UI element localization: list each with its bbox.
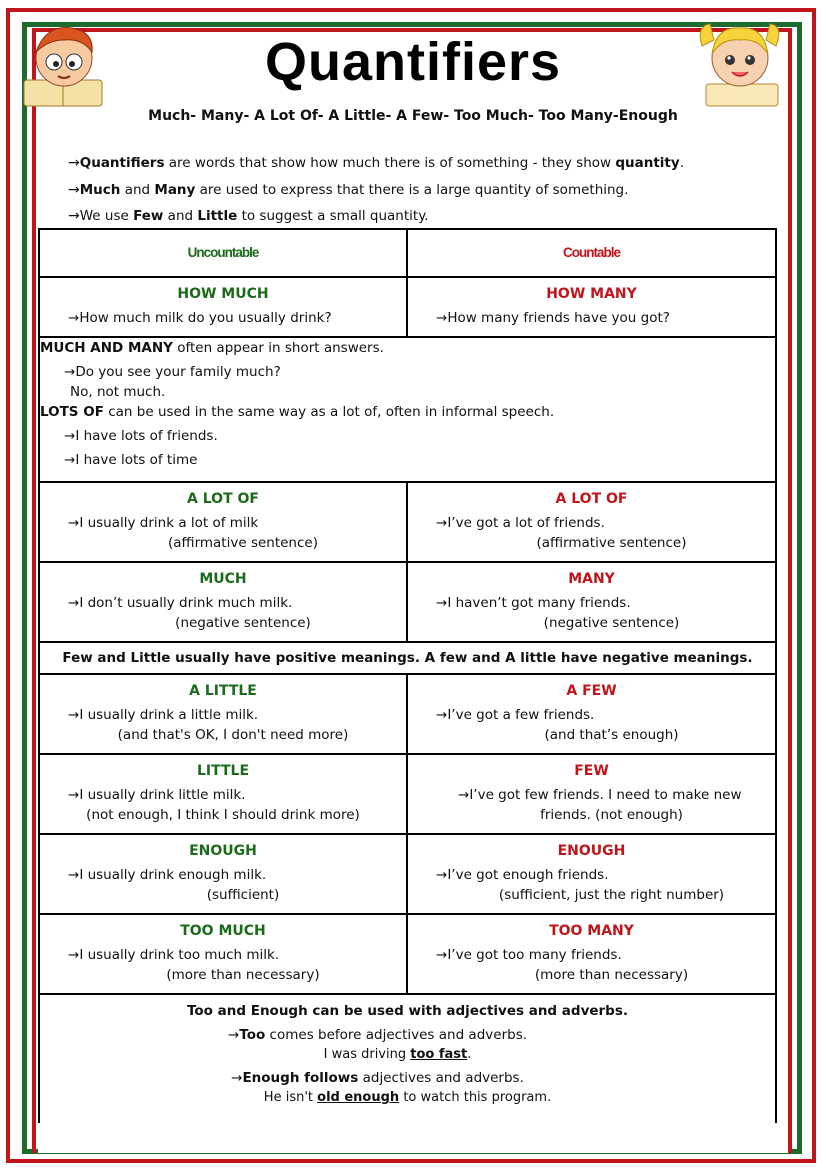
a-few-cell: A FEW →I’ve got a few friends. (and that’s enough) <box>407 674 776 754</box>
few-cell: FEW →I’ve got few friends. I need to make new friends. (not enough) <box>407 754 776 834</box>
a-lot-of-uncountable-cell: A LOT OF →I usually drink a lot of milk (affirmative sentence) <box>39 482 407 562</box>
cell-label: HOW MANY <box>546 286 637 302</box>
enough-countable-cell: ENOUGH →I’ve got enough friends. (sufficient, just the right number) <box>407 834 776 914</box>
page-title: Quantifiers <box>264 32 562 92</box>
intro-line-3: →We use Few and Little to suggest a small quantity. <box>68 208 429 224</box>
cell-example: →How much milk do you usually drink? <box>68 310 332 326</box>
worksheet <box>38 34 788 1153</box>
uncountable-header: Uncountable <box>39 229 407 277</box>
little-cell: LITTLE →I usually drink little milk. (not enough, I think I should drink more) <box>39 754 407 834</box>
table-row <box>39 562 776 642</box>
table-row <box>39 482 776 562</box>
table-row <box>39 994 776 1123</box>
quantifier-table <box>38 228 777 1123</box>
how-many-cell <box>407 277 776 337</box>
enough-uncountable-cell: ENOUGH →I usually drink enough milk. (sufficient) <box>39 834 407 914</box>
cell-label: HOW MUCH <box>177 286 269 302</box>
table-row <box>39 754 776 834</box>
a-little-cell: A LITTLE →I usually drink a little milk. (and that's OK, I don't need more) <box>39 674 407 754</box>
header-row <box>39 229 776 277</box>
countable-header: Countable <box>407 229 776 277</box>
table-row <box>39 674 776 754</box>
arrow-icon: → <box>68 208 80 224</box>
table-row <box>39 834 776 914</box>
few-little-note: Few and Little usually have positive meanings. A few and A little have negative meanings. <box>39 642 776 674</box>
subtitle: Much- Many- A Lot Of- A Little- A Few- Too Much- Too Many-Enough <box>148 108 678 124</box>
too-much-cell: TOO MUCH →I usually drink too much milk. (more than necessary) <box>39 914 407 994</box>
table-row <box>39 337 776 482</box>
table-row <box>39 642 776 674</box>
table-row <box>39 277 776 337</box>
arrow-icon: → <box>68 155 80 171</box>
cell-example: →How many friends have you got? <box>436 310 670 326</box>
intro-line-2: →Much and Many are used to express that there is a large quantity of something. <box>68 182 629 198</box>
too-enough-block: Too and Enough can be used with adjectives and adverbs. →Too comes before adjectives and adverbs. I was driving too fast. →Enough follows adjectives and adverbs. He isn't old enough to watch this program. <box>39 994 776 1123</box>
much-cell: MUCH →I don’t usually drink much milk. (negative sentence) <box>39 562 407 642</box>
too-many-cell: TOO MANY →I’ve got too many friends. (more than necessary) <box>407 914 776 994</box>
a-lot-of-countable-cell: A LOT OF →I’ve got a lot of friends. (affirmative sentence) <box>407 482 776 562</box>
intro-line-1: →Quantifiers are words that show how much there is of something - they show quantity. <box>68 155 684 171</box>
how-much-cell <box>39 277 407 337</box>
short-answers-block: MUCH AND MANY often appear in short answers. →Do you see your family much? No, not much. LOTS OF can be used in the same way as a lot of, often in informal speech. →I have lots of friends. →I have lots of time <box>39 337 776 482</box>
table-row <box>39 914 776 994</box>
many-cell: MANY →I haven’t got many friends. (negative sentence) <box>407 562 776 642</box>
arrow-icon: → <box>68 182 80 198</box>
